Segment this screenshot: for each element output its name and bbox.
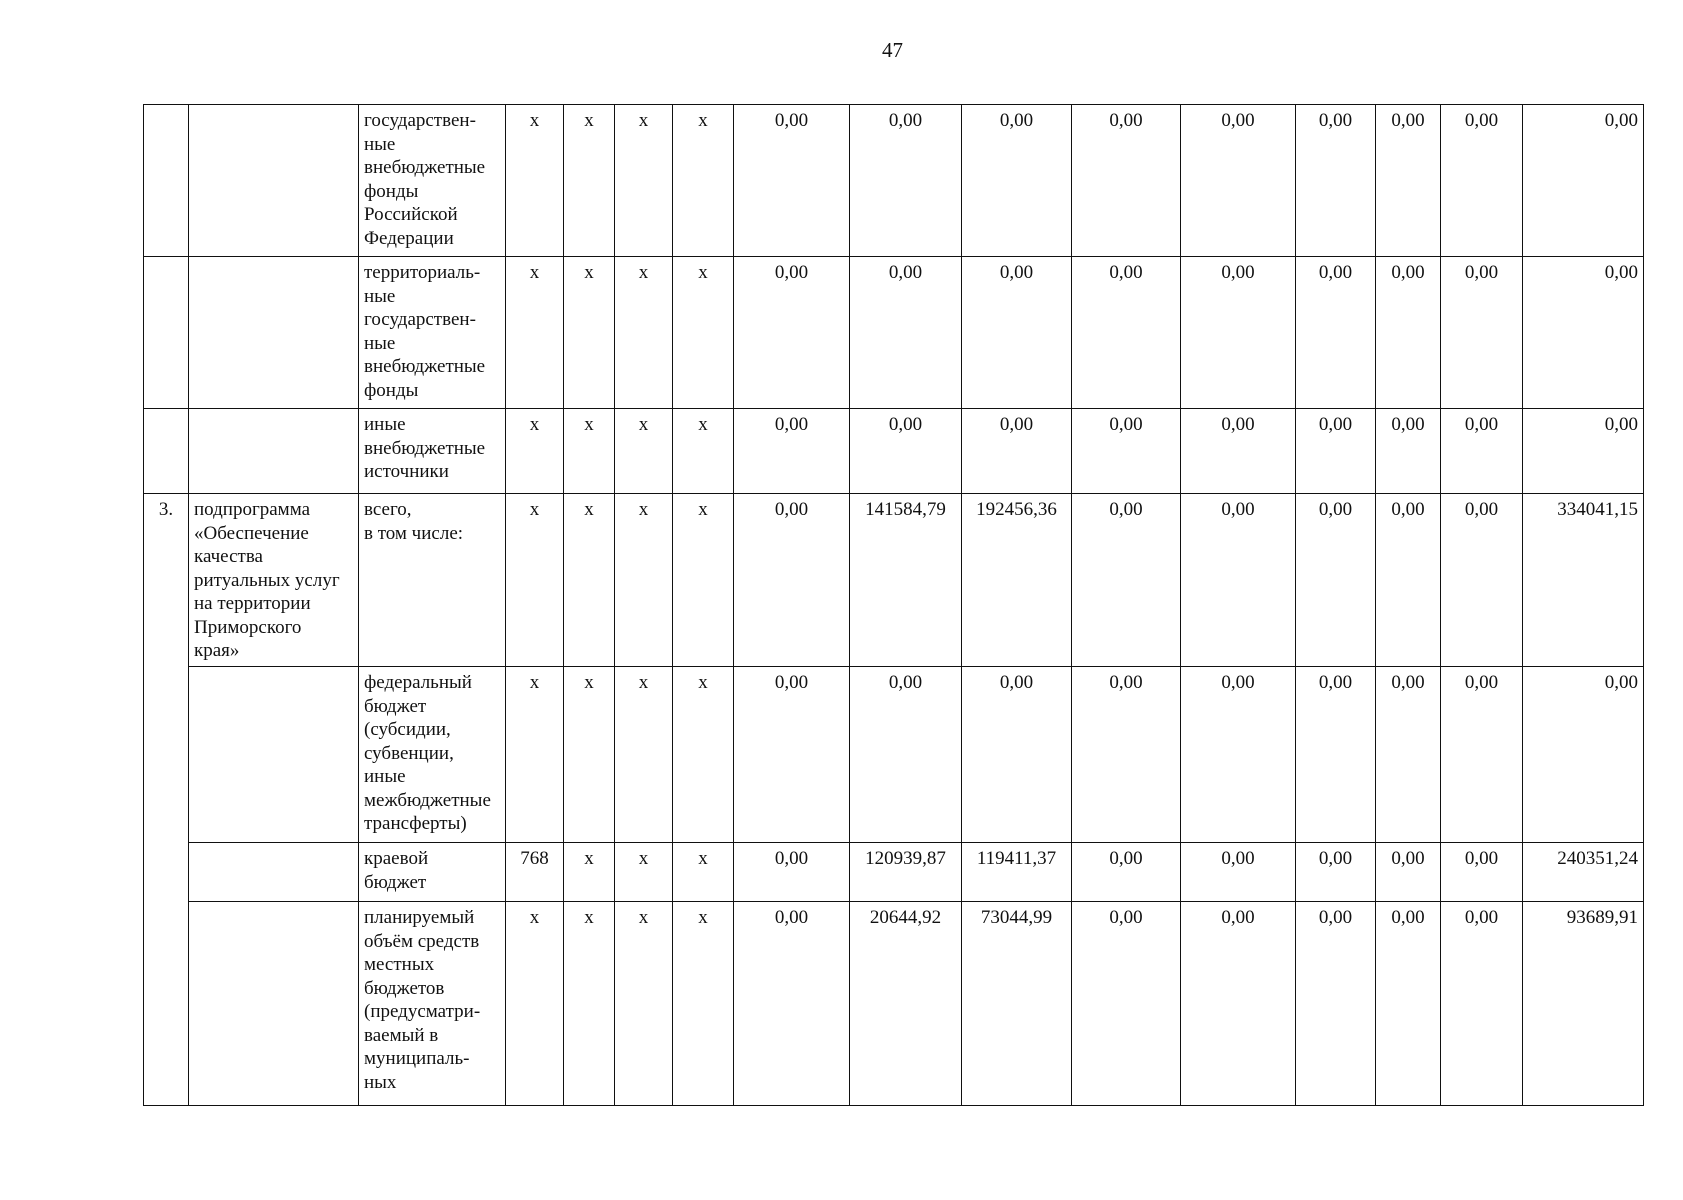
year-value-cell: 120939,87 (850, 843, 962, 902)
funding-source-cell: всего, в том числе: (359, 494, 506, 667)
code-cell: x (615, 257, 673, 409)
year-value-cell: 0,00 (1296, 105, 1376, 257)
year-value-cell: 0,00 (962, 667, 1072, 843)
subprogram-name-cell (189, 902, 359, 1106)
code-cell: x (615, 667, 673, 843)
funding-source-cell: планируемый объём средств местных бюджетов (предусматри- ваемый в муниципаль- ных (359, 902, 506, 1106)
total-value-cell: 334041,15 (1523, 494, 1644, 667)
subprogram-name-cell (189, 409, 359, 494)
year-value-cell: 0,00 (962, 409, 1072, 494)
year-value-cell: 0,00 (734, 409, 850, 494)
year-value-cell: 0,00 (1441, 409, 1523, 494)
subprogram-name-cell (189, 667, 359, 843)
year-value-cell: 0,00 (1376, 667, 1441, 843)
year-value-cell: 192456,36 (962, 494, 1072, 667)
table-row (144, 494, 1644, 667)
row-number-cell (144, 843, 189, 902)
code-cell: x (673, 494, 734, 667)
table-row (144, 257, 1644, 409)
table-row (144, 667, 1644, 843)
code-cell: x (564, 409, 615, 494)
year-value-cell: 0,00 (1376, 843, 1441, 902)
year-value-cell: 0,00 (1072, 105, 1181, 257)
code-cell: x (673, 105, 734, 257)
year-value-cell: 0,00 (1441, 902, 1523, 1106)
year-value-cell: 73044,99 (962, 902, 1072, 1106)
code-cell: x (506, 902, 564, 1106)
total-value-cell: 0,00 (1523, 105, 1644, 257)
funding-source-cell: государствен- ные внебюджетные фонды Российской Федерации (359, 105, 506, 257)
code-cell: x (506, 257, 564, 409)
funding-source-cell: территориаль- ные государствен- ные внебюджетные фонды (359, 257, 506, 409)
page-number: 47 (882, 38, 903, 62)
year-value-cell: 0,00 (734, 902, 850, 1106)
total-value-cell: 93689,91 (1523, 902, 1644, 1106)
funding-source-cell: иные внебюджетные источники (359, 409, 506, 494)
year-value-cell: 0,00 (1296, 843, 1376, 902)
year-value-cell: 0,00 (1181, 257, 1296, 409)
year-value-cell: 0,00 (962, 257, 1072, 409)
year-value-cell: 20644,92 (850, 902, 962, 1106)
budget-table (143, 104, 1644, 1106)
year-value-cell: 0,00 (962, 105, 1072, 257)
code-cell: x (615, 902, 673, 1106)
year-value-cell: 0,00 (1441, 257, 1523, 409)
year-value-cell: 141584,79 (850, 494, 962, 667)
year-value-cell: 0,00 (1376, 902, 1441, 1106)
table-row (144, 409, 1644, 494)
year-value-cell: 0,00 (1072, 409, 1181, 494)
year-value-cell: 0,00 (850, 667, 962, 843)
year-value-cell: 0,00 (1296, 257, 1376, 409)
year-value-cell: 0,00 (1376, 105, 1441, 257)
code-cell: x (615, 494, 673, 667)
subprogram-name-cell (189, 843, 359, 902)
code-cell: x (615, 105, 673, 257)
row-number-cell (144, 902, 189, 1106)
year-value-cell: 0,00 (1296, 494, 1376, 667)
code-cell: x (564, 667, 615, 843)
year-value-cell: 0,00 (1441, 105, 1523, 257)
year-value-cell: 0,00 (734, 843, 850, 902)
code-cell: x (506, 409, 564, 494)
subprogram-name-cell (189, 105, 359, 257)
code-cell: x (564, 105, 615, 257)
year-value-cell: 0,00 (1441, 494, 1523, 667)
year-value-cell: 0,00 (850, 409, 962, 494)
code-cell: 768 (506, 843, 564, 902)
year-value-cell: 0,00 (1181, 105, 1296, 257)
year-value-cell: 0,00 (734, 667, 850, 843)
table-row (144, 902, 1644, 1106)
funding-source-cell: федеральный бюджет (субсидии, субвенции, иные межбюджетные трансферты) (359, 667, 506, 843)
subprogram-name-cell (189, 257, 359, 409)
code-cell: x (564, 257, 615, 409)
code-cell: x (506, 494, 564, 667)
subprogram-name-cell: подпрограмма «Обеспечение качества ритуальных услуг на территории Приморского края» (189, 494, 359, 667)
total-value-cell: 0,00 (1523, 257, 1644, 409)
code-cell: x (615, 843, 673, 902)
year-value-cell: 0,00 (1376, 257, 1441, 409)
year-value-cell: 0,00 (734, 257, 850, 409)
code-cell: x (564, 494, 615, 667)
year-value-cell: 0,00 (1072, 257, 1181, 409)
year-value-cell: 0,00 (850, 257, 962, 409)
total-value-cell: 0,00 (1523, 409, 1644, 494)
code-cell: x (564, 902, 615, 1106)
year-value-cell: 0,00 (1072, 843, 1181, 902)
table-row (144, 843, 1644, 902)
table-row (144, 105, 1644, 257)
year-value-cell: 0,00 (1072, 902, 1181, 1106)
code-cell: x (673, 257, 734, 409)
total-value-cell: 0,00 (1523, 667, 1644, 843)
year-value-cell: 0,00 (1296, 902, 1376, 1106)
year-value-cell: 0,00 (1441, 843, 1523, 902)
year-value-cell: 0,00 (1376, 409, 1441, 494)
year-value-cell: 0,00 (1072, 494, 1181, 667)
total-value-cell: 240351,24 (1523, 843, 1644, 902)
row-number-cell (144, 667, 189, 843)
year-value-cell: 0,00 (1181, 667, 1296, 843)
code-cell: x (506, 667, 564, 843)
year-value-cell: 0,00 (850, 105, 962, 257)
year-value-cell: 0,00 (734, 105, 850, 257)
code-cell: x (673, 902, 734, 1106)
code-cell: x (673, 667, 734, 843)
year-value-cell: 0,00 (1296, 409, 1376, 494)
code-cell: x (673, 843, 734, 902)
funding-source-cell: краевой бюджет (359, 843, 506, 902)
code-cell: x (564, 843, 615, 902)
year-value-cell: 0,00 (1181, 843, 1296, 902)
row-number-cell (144, 105, 189, 257)
year-value-cell: 0,00 (1181, 409, 1296, 494)
row-number-cell (144, 257, 189, 409)
code-cell: x (506, 105, 564, 257)
year-value-cell: 0,00 (1181, 902, 1296, 1106)
year-value-cell: 0,00 (734, 494, 850, 667)
code-cell: x (615, 409, 673, 494)
row-number-cell (144, 409, 189, 494)
year-value-cell: 0,00 (1296, 667, 1376, 843)
year-value-cell: 119411,37 (962, 843, 1072, 902)
year-value-cell: 0,00 (1376, 494, 1441, 667)
year-value-cell: 0,00 (1072, 667, 1181, 843)
year-value-cell: 0,00 (1181, 494, 1296, 667)
year-value-cell: 0,00 (1441, 667, 1523, 843)
code-cell: x (673, 409, 734, 494)
budget-table-body (144, 105, 1644, 1106)
row-number-cell: 3. (144, 494, 189, 667)
